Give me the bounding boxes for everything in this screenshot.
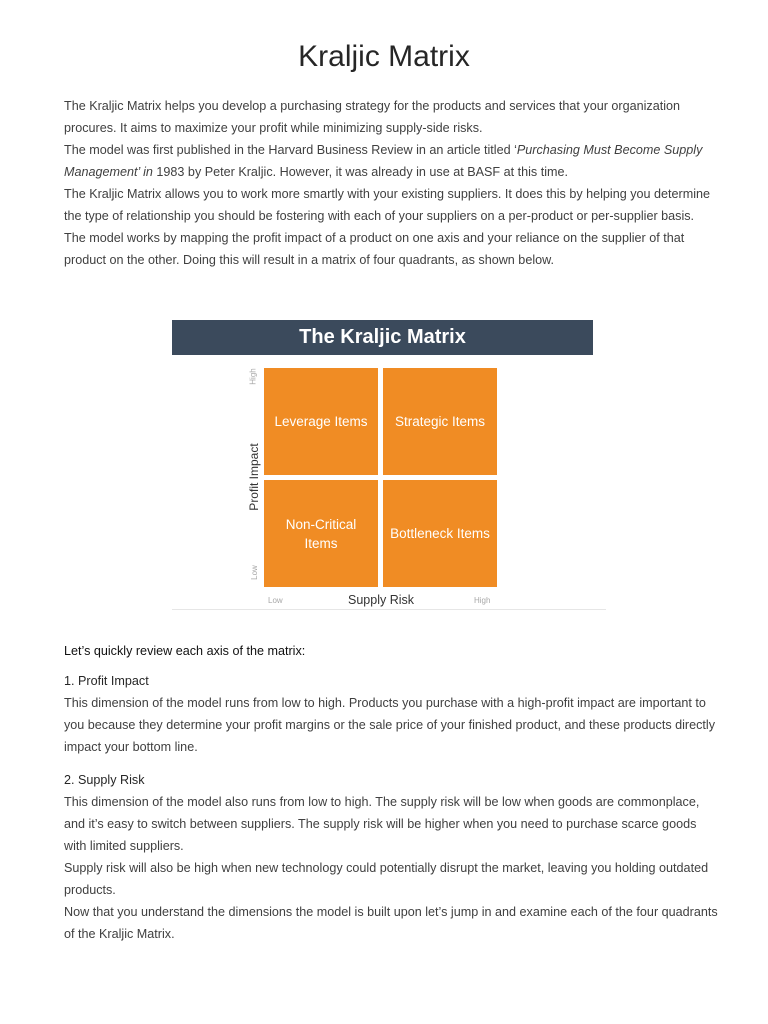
- y-axis-high-label: High: [248, 368, 258, 385]
- axis2-body-3: Now that you understand the dimensions the model is built upon let’s jump in and examine each of the four quadrants of the Kraljic Matrix.: [64, 905, 718, 941]
- y-axis-low-label: Low: [249, 565, 259, 580]
- quadrant-bottleneck-label: Bottleneck Items: [390, 526, 490, 541]
- intro-paragraph-1: The Kraljic Matrix helps you develop a purchasing strategy for the products and services that your organization procures. It aims to maximize your profit while minimizing supply-side risks.: [64, 99, 681, 135]
- review-intro: [64, 640, 719, 662]
- axis1-heading: 1. Profit Impact: [64, 674, 149, 688]
- quadrant-leverage-label: Leverage Items: [274, 414, 368, 429]
- axis-profit-impact-section: [64, 670, 719, 758]
- article-title: Purchasing Must Become Supply Management’ in: [64, 143, 703, 179]
- intro-section: [64, 95, 719, 271]
- quadrant-non-critical-label: Non-Critical Items: [285, 516, 357, 551]
- quadrant-leverage-items: [264, 368, 378, 475]
- quadrant-bottleneck-items: [383, 480, 497, 587]
- axis2-body-2: Supply risk will also be high when new technology could potentially disrupt the market, leaving you holding outdated products.: [64, 861, 709, 897]
- intro-paragraph-2-start: The model was first published in the Harvard Business Review in an article titled ‘: [64, 143, 517, 157]
- review-intro-text: Let’s quickly review each axis of the matrix:: [64, 644, 306, 658]
- axis-supply-risk-section: [64, 769, 719, 945]
- kraljic-matrix-figure: [172, 320, 606, 611]
- y-axis-title: Profit Impact: [247, 443, 261, 511]
- axis2-body-1: This dimension of the model also runs from low to high. The supply risk will be low when goods are commonplace, and it’s easy to switch between suppliers. The supply risk will be higher when you need to purchase scarce goods with limited suppliers.: [64, 795, 700, 853]
- quadrant-strategic-label: Strategic Items: [394, 414, 486, 429]
- x-axis-high-label: High: [474, 596, 491, 605]
- quadrant-non-critical-items: [264, 480, 378, 587]
- axis1-body: This dimension of the model runs from low to high. Products you purchase with a high-profit impact are important to you because they determine your profit margins or the sale price of your finished product, and these products directly impact your bottom line.: [64, 696, 716, 754]
- figure-banner: The Kraljic Matrix: [172, 320, 593, 355]
- intro-paragraph-2: [64, 139, 719, 183]
- quadrant-strategic-items: [383, 368, 497, 475]
- intro-paragraph-2-end: 1983 by Peter Kraljic. However, it was already in use at BASF at this time.: [152, 165, 568, 179]
- figure-divider: [172, 609, 606, 610]
- x-axis-low-label: Low: [268, 596, 283, 605]
- x-axis-title: Supply Risk: [348, 593, 414, 607]
- intro-paragraph-3: The Kraljic Matrix allows you to work more smartly with your existing suppliers. It does this by helping you determine the type of relationship you should be fostering with each of your suppliers on a per-product or per-supplier basis.: [64, 187, 711, 223]
- page-title: Kraljic Matrix: [298, 40, 470, 73]
- axis2-heading: 2. Supply Risk: [64, 773, 145, 787]
- intro-paragraph-4: The model works by mapping the profit impact of a product on one axis and your reliance on the supplier of that product on the other. Doing this will result in a matrix of four quadrants, as shown below.: [64, 231, 685, 267]
